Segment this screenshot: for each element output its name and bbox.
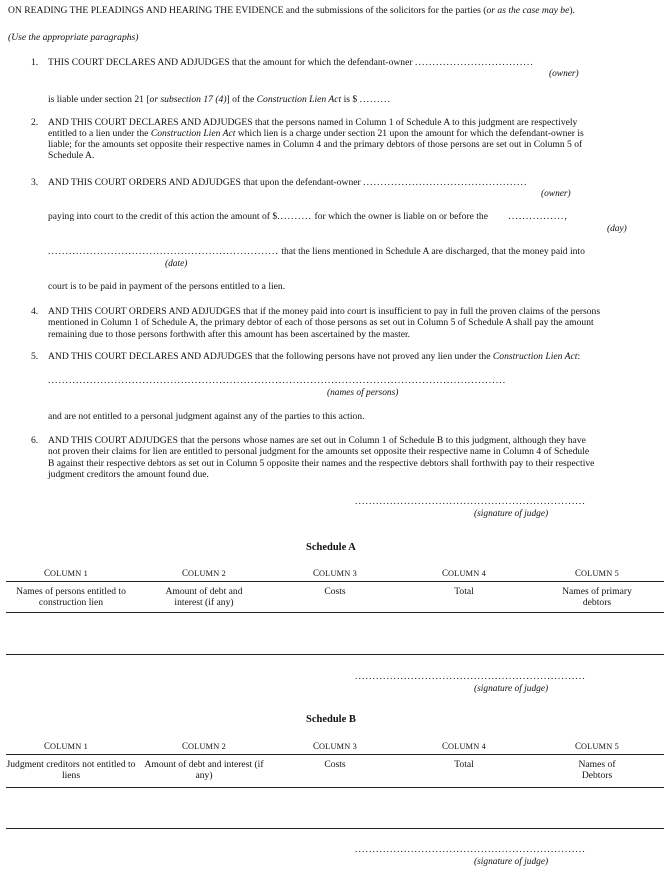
judge-signature-caption-b: (signature of judge) xyxy=(474,857,549,867)
p2-line1: AND THIS COURT DECLARES AND ADJUDGES that the persons named in Column 1 of Schedule A to this judgment are respectively xyxy=(48,117,578,128)
payment-amount-blank: .......... xyxy=(277,211,313,222)
p6-line4: judgment creditors the amount found due. xyxy=(48,469,209,480)
schedule-a-col4-header: COLUMN 4 xyxy=(441,568,487,578)
p6-line1: AND THIS COURT ADJUDGES that the persons whose names are set out in Column 1 of Schedule B to this judgment, although they have xyxy=(48,435,586,446)
p4-line3: remaining due to those persons forthwith after this amount has been ascertained by the master. xyxy=(48,329,411,340)
p4-line1: AND THIS COURT ORDERS AND ADJUDGES that if the money paid into court is insufficient to pay in full the proven claims of the persons xyxy=(48,306,601,317)
p3-line2: paying into court to the credit of this action the amount of $.......... for which the owner is liable on or before the ................, xyxy=(48,211,568,222)
judge-signature-line: .................................................................. xyxy=(355,496,586,507)
schedule-b-col2-text: Amount of debt and interest (if any) xyxy=(144,759,264,782)
day-caption: (day) xyxy=(607,224,627,234)
schedule-b-col1-text: Judgment creditors not entitled to liens xyxy=(6,759,136,782)
schedule-b-header-rule xyxy=(6,754,664,755)
amount-blank: ......... xyxy=(359,94,392,105)
schedule-a-col3-text: Costs xyxy=(324,586,346,597)
p4-line2: mentioned in Column 1 of Schedule A, the primary debtor of each of those persons as set out in Column 5 of Schedule A shall pay the amount xyxy=(48,317,594,328)
p3-line1: AND THIS COURT ORDERS AND ADJUDGES that upon the defendant-owner ............................................... xyxy=(48,177,528,188)
p2-line2: entitled to a lien under the Construction Lien Act which lien is a charge under section 21 upon the amount for which the defendant-owner is xyxy=(48,128,584,139)
schedule-a-col4-text: Total xyxy=(454,586,474,597)
schedule-b-col5-text: Names of Debtors xyxy=(578,759,616,782)
judge-signature-caption: (signature of judge) xyxy=(474,509,549,519)
owner-blank: .................................. xyxy=(414,57,534,68)
p6-line3: B against their respective debtors as set out in Column 5 opposite their names and the respective debtors shall forthwith pay to their respective xyxy=(48,458,595,469)
schedule-b-col2-header: COLUMN 2 xyxy=(181,741,227,751)
date-blank: .................................................................. xyxy=(48,246,279,257)
judge-signature-caption-a: (signature of judge) xyxy=(474,684,549,694)
p2-line3: liable; for the amounts set opposite their respective names in Column 4 and the primary debtors of those persons are set out in Column 5 of xyxy=(48,139,583,150)
schedule-b-col4-text: Total xyxy=(454,759,474,770)
schedule-a-col1-header: COLUMN 1 xyxy=(43,568,89,578)
schedule-b-col3-text: Costs xyxy=(324,759,346,770)
p5-line3: and are not entitled to a personal judgment against any of the parties to this action. xyxy=(48,411,365,422)
schedule-a-col5-text: Names of primary debtors xyxy=(562,586,632,609)
schedule-a-title: Schedule A xyxy=(306,542,356,553)
schedule-a-col2-text: Amount of debt and interest (if any) xyxy=(165,586,243,609)
p3-line3: .................................................................. that the liens mentioned in Schedule A are discharged, that the money paid into xyxy=(48,246,585,257)
schedule-a-col3-header: COLUMN 3 xyxy=(312,568,358,578)
p3-line4: court is to be paid in payment of the persons entitled to a lien. xyxy=(48,281,286,292)
schedule-a-rule-2 xyxy=(6,612,664,613)
schedule-a-header-rule xyxy=(6,581,664,582)
schedule-a-col2-header: COLUMN 2 xyxy=(181,568,227,578)
owner-caption: (owner) xyxy=(549,69,579,79)
schedule-b-title: Schedule B xyxy=(306,714,356,725)
schedule-a-col5-header: COLUMN 5 xyxy=(574,568,620,578)
schedule-b-rule-3 xyxy=(6,828,664,829)
p2-line4: Schedule A. xyxy=(48,150,95,161)
p6-number: 6. xyxy=(31,435,39,446)
p2-number: 2. xyxy=(31,117,39,128)
judge-signature-line-a: .................................................................. xyxy=(355,671,586,682)
schedule-b-rule-2 xyxy=(6,787,664,788)
p1-text: THIS COURT DECLARES AND ADJUDGES that the amount for which the defendant-owner .................................. xyxy=(48,57,534,68)
p4-number: 4. xyxy=(31,306,39,317)
schedule-a-rule-3 xyxy=(6,654,664,655)
p6-line2: not proven their claims for lien are entitled to personal judgment for the amounts set opposite their respective name in Column 4 of Schedule xyxy=(48,446,590,457)
schedule-b-col4-header: COLUMN 4 xyxy=(441,741,487,751)
schedule-b-col5-header: COLUMN 5 xyxy=(574,741,620,751)
schedule-b-col1-header: COLUMN 1 xyxy=(43,741,89,751)
p5-line1: AND THIS COURT DECLARES AND ADJUDGES that the following persons have not proved any lien under the Construction Lien Act: xyxy=(48,351,581,362)
p1-line2: is liable under section 21 [or subsection 17 (4)] of the Construction Lien Act is $ ......... xyxy=(48,94,392,105)
names-blank: ................................................................................................................................... xyxy=(48,375,507,386)
p3-owner-caption: (owner) xyxy=(541,189,571,199)
instruction-note: (Use the appropriate paragraphs) xyxy=(8,32,139,43)
p3-number: 3. xyxy=(31,177,39,188)
p1-number: 1. xyxy=(31,57,39,68)
day-blank: ................, xyxy=(508,211,568,222)
judge-signature-line-b: .................................................................. xyxy=(355,844,586,855)
p5-number: 5. xyxy=(31,351,39,362)
schedule-a-col1-text: Names of persons entitled to construction lien xyxy=(16,586,126,609)
date-caption: (date) xyxy=(165,259,188,269)
defendant-owner-blank: ............................................... xyxy=(363,177,528,188)
names-caption: (names of persons) xyxy=(327,388,399,398)
intro-line: ON READING THE PLEADINGS AND HEARING THE EVIDENCE and the submissions of the solicitors for the parties (or as the case may be). xyxy=(8,5,575,16)
schedule-b-col3-header: COLUMN 3 xyxy=(312,741,358,751)
